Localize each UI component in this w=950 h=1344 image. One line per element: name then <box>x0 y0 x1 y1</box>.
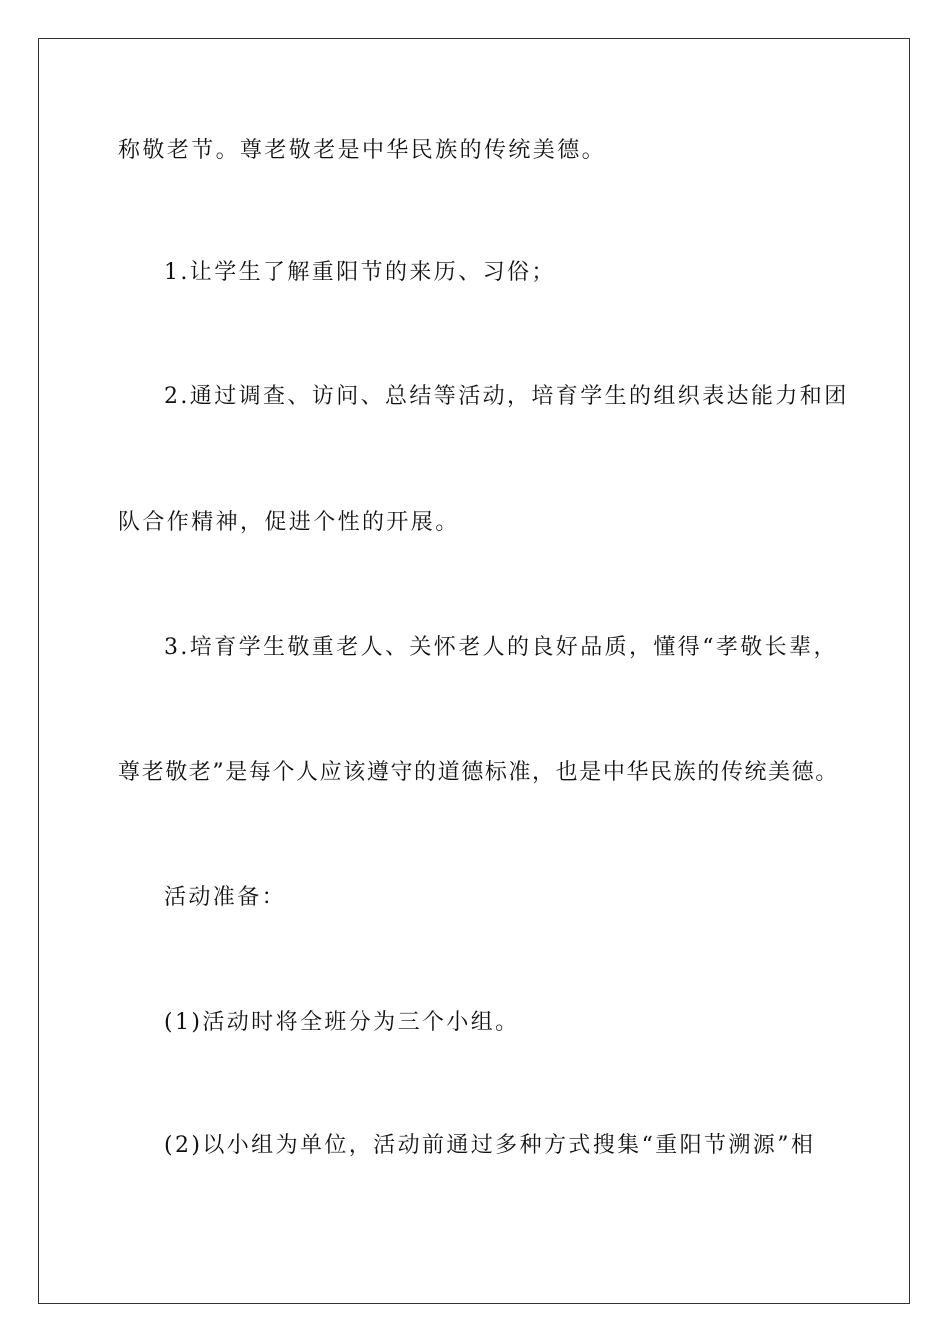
goal-item-1: 1.让学生了解重阳节的来历、习俗； <box>164 260 556 285</box>
section-heading-preparation: 活动准备： <box>164 885 287 910</box>
goal-item-3-continued: 尊老敬老”是每个人应该遵守的道德标准，也是中华民族的传统美德。 <box>118 760 839 785</box>
preparation-item-2: (2)以小组为单位，活动前通过多种方式搜集“重阳节溯源”相 <box>164 1133 816 1158</box>
paragraph-line: 称敬老节。尊老敬老是中华民族的传统美德。 <box>118 138 607 163</box>
goal-item-2-continued: 队合作精神，促进个性的开展。 <box>118 510 460 535</box>
goal-item-2: 2.通过调查、访问、总结等活动，培育学生的组织表达能力和团 <box>164 384 849 409</box>
page-border <box>38 38 910 1304</box>
preparation-item-1: (1)活动时将全班分为三个小组。 <box>164 1010 520 1035</box>
goal-item-3: 3.培育学生敬重老人、关怀老人的良好品质，懂得“孝敬长辈， <box>164 635 838 660</box>
